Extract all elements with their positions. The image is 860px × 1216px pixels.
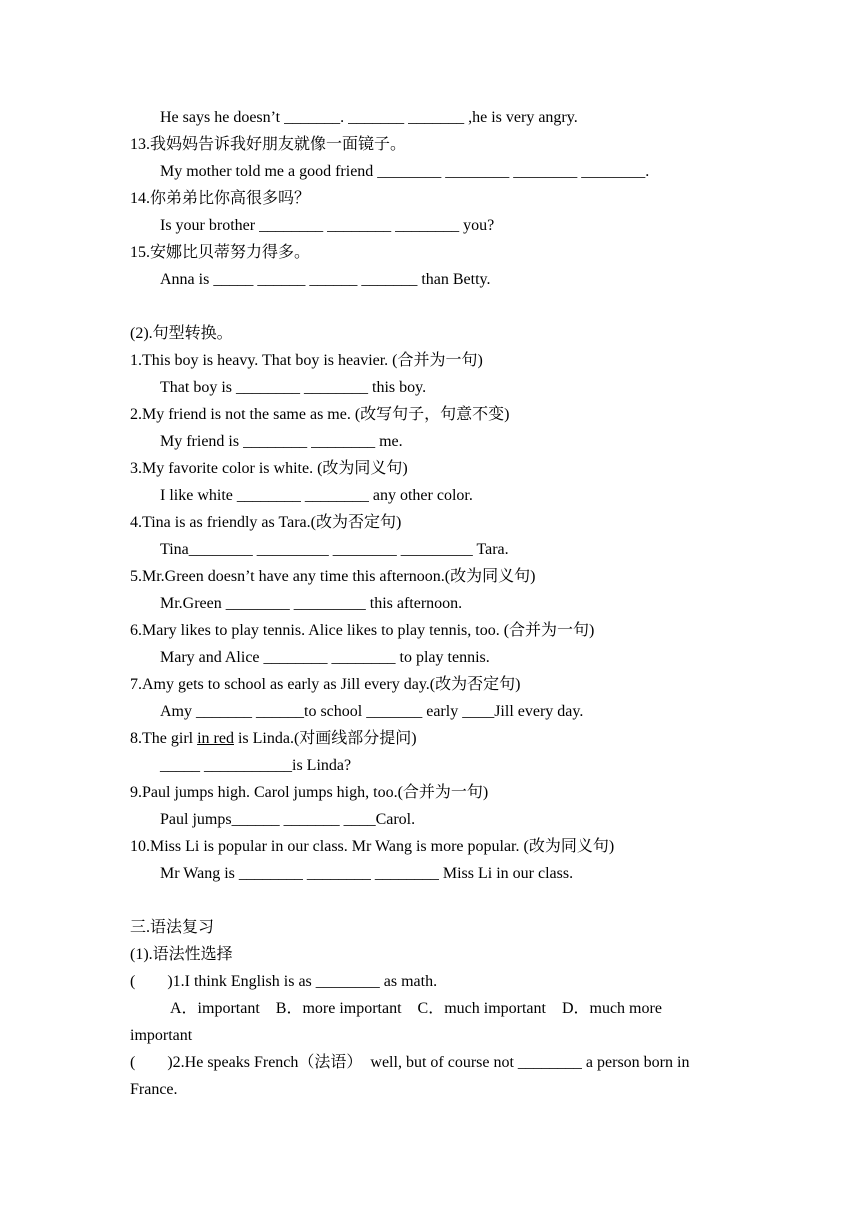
transform-4-prompt: 4.Tina is as friendly as Tara.(改为否定句) xyxy=(130,514,402,531)
choice-1-options-continued: important xyxy=(130,1027,193,1044)
exercise-12-answer-line: He says he doesn’t _______. _______ _______ ,he is very angry. xyxy=(160,109,578,126)
transform-2-prompt: 2.My friend is not the same as me. (改写句子，句意不变) xyxy=(130,406,510,423)
question-13-prompt: 13.我妈妈告诉我好朋友就像一面镜子。 xyxy=(130,136,407,153)
choice-1-question: ( )1.I think English is as ________ as math. xyxy=(130,973,438,990)
transform-9-prompt: 9.Paul jumps high. Carol jumps high, too.(合并为一句) xyxy=(130,784,489,801)
transform-3-answer-line: I like white ________ ________ any other color. xyxy=(160,487,473,504)
transform-2-answer-line: My friend is ________ ________ me. xyxy=(160,433,403,450)
question-14-prompt: 14.你弟弟比你高很多吗？ xyxy=(130,190,311,207)
underlined-phrase: in red xyxy=(197,730,234,747)
question-14-answer-line: Is your brother ________ ________ ________ you? xyxy=(160,217,495,234)
transform-10-answer-line: Mr Wang is ________ ________ ________ Miss Li in our class. xyxy=(160,865,574,882)
choice-2-question-continued: France. xyxy=(130,1081,178,1098)
section-3-subheading: (1).语法性选择 xyxy=(130,946,233,963)
question-13-answer-line: My mother told me a good friend ________ ________ ________ ________. xyxy=(160,163,650,180)
transform-8-prompt xyxy=(130,729,417,749)
transform-7-prompt: 7.Amy gets to school as early as Jill every day.(改为否定句) xyxy=(130,676,521,693)
transform-6-prompt: 6.Mary likes to play tennis. Alice likes to play tennis, too. (合并为一句) xyxy=(130,622,595,639)
section-2-heading: (2).句型转换。 xyxy=(130,325,233,342)
question-15-answer-line: Anna is _____ ______ ______ _______ than Betty. xyxy=(160,271,491,288)
transform-4-answer-line: Tina________ _________ ________ _________ Tara. xyxy=(160,541,509,558)
transform-7-answer-line: Amy _______ ______to school _______ early ____Jill every day. xyxy=(160,703,584,720)
transform-9-answer-line: Paul jumps______ _______ ____Carol. xyxy=(160,811,416,828)
transform-5-prompt: 5.Mr.Green doesn’t have any time this afternoon.(改为同义句) xyxy=(130,568,536,585)
choice-1-options: A．important B．more important C．much important D．much more xyxy=(170,1000,662,1017)
section-3-heading: 三.语法复习 xyxy=(130,919,215,936)
choice-2-question: ( )2.He speaks French（法语） well, but of course not ________ a person born in xyxy=(130,1054,690,1071)
question-15-prompt: 15.安娜比贝蒂努力得多。 xyxy=(130,244,311,261)
transform-6-answer-line: Mary and Alice ________ ________ to play tennis. xyxy=(160,649,490,666)
transform-8-prompt-before: 8.The girl xyxy=(130,730,198,747)
transform-8-answer-line: _____ ___________is Linda? xyxy=(160,757,352,774)
transform-10-prompt: 10.Miss Li is popular in our class. Mr Wang is more popular. (改为同义句) xyxy=(130,838,615,855)
transform-3-prompt: 3.My favorite color is white. (改为同义句) xyxy=(130,460,408,477)
transform-8-prompt-after: is Linda.(对画线部分提问) xyxy=(233,730,417,747)
transform-5-answer-line: Mr.Green ________ _________ this afternoon. xyxy=(160,595,463,612)
transform-1-answer-line: That boy is ________ ________ this boy. xyxy=(160,379,427,396)
transform-1-prompt: 1.This boy is heavy. That boy is heavier. (合并为一句) xyxy=(130,352,483,369)
